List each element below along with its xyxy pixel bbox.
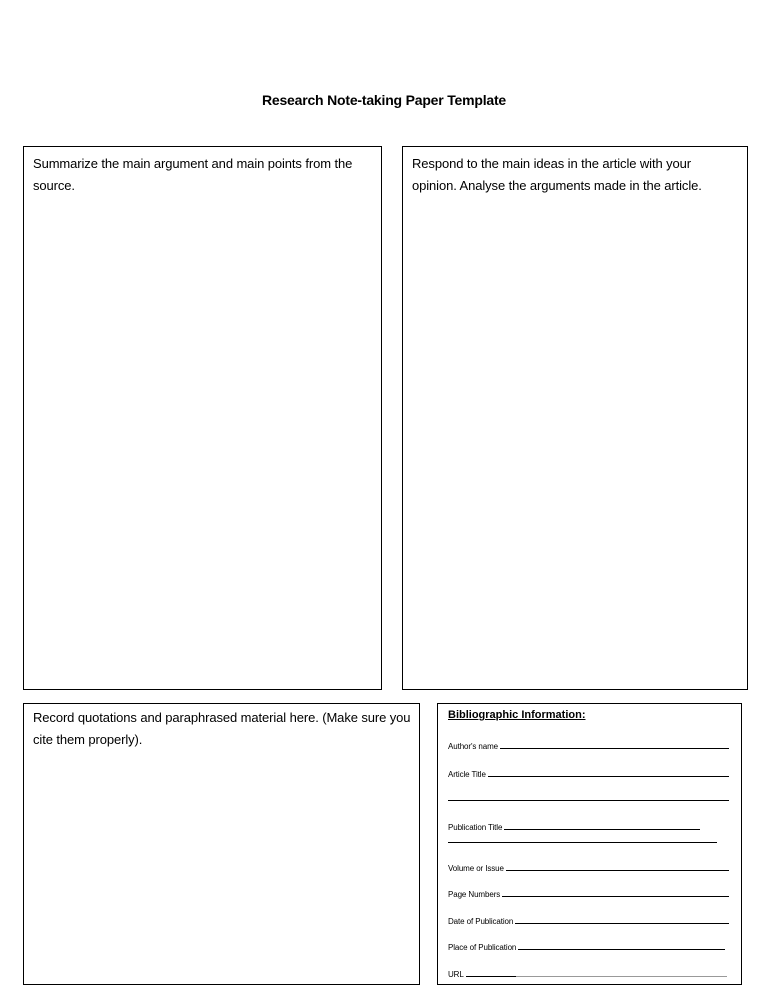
page-numbers-label: Page Numbers	[448, 890, 501, 899]
volume-issue-field[interactable]	[448, 859, 729, 873]
author-name-field[interactable]	[448, 737, 729, 751]
bibliographic-info-box	[437, 703, 742, 985]
url-line-extension	[516, 976, 727, 977]
response-box[interactable]	[402, 146, 748, 690]
article-title-line-2[interactable]	[448, 800, 729, 801]
page-numbers-field[interactable]	[448, 885, 729, 899]
summary-prompt: Summarize the main argument and main points from the source.	[33, 156, 353, 193]
publication-title-label: Publication Title	[448, 823, 503, 832]
publication-date-label: Date of Publication	[448, 917, 514, 926]
author-name-line	[500, 748, 729, 749]
article-title-field[interactable]	[448, 765, 729, 779]
quotations-prompt: Record quotations and paraphrased material here. (Make sure you cite them properly).	[33, 710, 411, 747]
publication-date-line	[515, 923, 729, 924]
publication-date-field[interactable]	[448, 912, 729, 926]
volume-issue-line	[506, 870, 729, 871]
article-title-line	[488, 776, 729, 777]
publication-place-label: Place of Publication	[448, 943, 517, 952]
volume-issue-label: Volume or Issue	[448, 864, 504, 873]
bibliography-heading: Bibliographic Information:	[448, 709, 586, 721]
url-label: URL	[448, 970, 464, 979]
summary-box[interactable]	[23, 146, 382, 690]
page-numbers-line	[502, 896, 729, 897]
page-title: Research Note-taking Paper Template	[261, 92, 507, 108]
publication-place-field[interactable]	[448, 938, 725, 952]
article-title-label: Article Title	[448, 770, 486, 779]
publication-title-line	[504, 829, 700, 830]
quotations-box[interactable]	[23, 703, 420, 985]
response-prompt: Respond to the main ideas in the article with your opinion. Analyse the arguments made in the article.	[412, 156, 702, 193]
author-name-label: Author's name	[448, 742, 499, 751]
url-field[interactable]	[448, 965, 727, 979]
publication-title-field[interactable]	[448, 818, 700, 832]
url-line	[466, 976, 516, 977]
publication-place-line	[518, 949, 725, 950]
publication-title-line-2[interactable]	[448, 842, 717, 843]
